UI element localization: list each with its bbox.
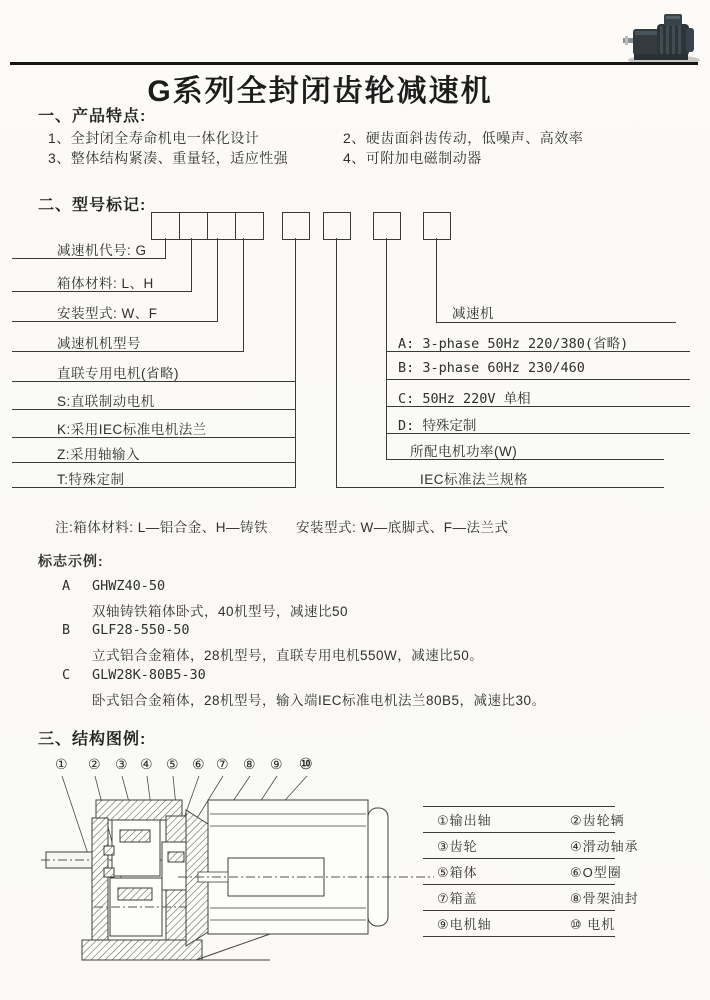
example-letter: A bbox=[62, 578, 71, 594]
model-field-label: 减速机 bbox=[452, 306, 494, 321]
part-label: ④滑动轴承 bbox=[570, 839, 639, 854]
model-box-8 bbox=[423, 212, 451, 240]
example-code: GLF28-550-50 bbox=[92, 622, 190, 638]
model-code-diagram bbox=[0, 205, 710, 515]
model-field-label: 箱体材料: L、H bbox=[57, 276, 154, 291]
callout-3: ③ bbox=[115, 756, 128, 772]
connector bbox=[12, 487, 296, 488]
connector bbox=[217, 238, 218, 321]
connector bbox=[12, 462, 296, 463]
model-field-label: S:直联制动电机 bbox=[57, 394, 155, 409]
part-label: ⑨电机轴 bbox=[437, 917, 492, 932]
table-row bbox=[423, 858, 622, 884]
callout-7: ⑦ bbox=[216, 756, 229, 772]
header-rule bbox=[10, 62, 698, 65]
page-title: G系列全封闭齿轮减速机 bbox=[147, 75, 493, 108]
model-option-label: D: 特殊定制 bbox=[398, 418, 477, 434]
callout-8: ⑧ bbox=[243, 756, 256, 772]
product-photo bbox=[620, 8, 704, 66]
model-box-3 bbox=[207, 212, 236, 240]
connector bbox=[436, 238, 437, 322]
callout-9: ⑨ bbox=[270, 756, 283, 772]
model-field-label: 减速机机型号 bbox=[57, 336, 141, 351]
part-label: ⑥O型圈 bbox=[570, 865, 622, 880]
example-letter: C bbox=[62, 667, 71, 683]
examples-heading: 标志示例: bbox=[38, 553, 104, 569]
example-letter: B bbox=[62, 622, 71, 638]
feature-item: 3、整体结构紧凑、重量轻，适应性强 bbox=[48, 150, 289, 166]
model-field-label: 所配电机功率(W) bbox=[410, 444, 518, 459]
model-box-1 bbox=[151, 212, 180, 240]
part-label: ③齿轮 bbox=[437, 839, 478, 854]
model-field-label: 安装型式: W、F bbox=[57, 306, 158, 321]
section-heading-features: 一、产品特点: bbox=[38, 108, 147, 125]
example-desc: 双轴铸铁箱体卧式，40机型号，减速比50 bbox=[92, 604, 349, 619]
model-field-label: K:采用IEC标准电机法兰 bbox=[57, 422, 207, 437]
feature-item: 1、全封闭全寿命机电一体化设计 bbox=[48, 130, 260, 146]
part-label: ⑦箱盖 bbox=[437, 891, 478, 906]
connector bbox=[436, 322, 676, 323]
feature-item: 2、硬齿面斜齿传动，低噪声、高效率 bbox=[343, 130, 584, 146]
section-heading-structure: 三、结构图例: bbox=[38, 731, 147, 748]
model-field-label: IEC标准法兰规格 bbox=[420, 472, 529, 487]
model-note-materials: 注:箱体材料: L—铝合金、H—铸铁 bbox=[55, 520, 269, 535]
table-row bbox=[423, 910, 615, 936]
section-heading-model: 二、型号标记: bbox=[38, 197, 147, 214]
feature-item: 4、可附加电磁制动器 bbox=[343, 150, 482, 166]
part-label: ⑤箱体 bbox=[437, 865, 478, 880]
model-field-label: T:特殊定制 bbox=[57, 472, 125, 487]
connector bbox=[386, 238, 387, 459]
table-row bbox=[423, 806, 625, 832]
part-label: ⑩ 电机 bbox=[570, 917, 616, 932]
callout-6: ⑥ bbox=[192, 756, 205, 772]
model-option-label: B: 3-phase 60Hz 230/460 bbox=[398, 360, 585, 376]
model-field-label: 减速机代号: G bbox=[57, 243, 147, 258]
model-box-group bbox=[152, 212, 264, 240]
model-field-label: 直联专用电机(省略) bbox=[57, 366, 179, 381]
example-code: GHWZ40-50 bbox=[92, 578, 166, 594]
model-box-4 bbox=[235, 212, 264, 240]
part-label: ②齿轮辆 bbox=[570, 813, 625, 828]
motor bbox=[198, 800, 388, 934]
callout-10: ⑩ bbox=[299, 756, 313, 773]
example-desc: 立式铝合金箱体，28机型号，直联专用电机550W，减速比50。 bbox=[92, 648, 484, 663]
callout-5: ⑤ bbox=[166, 756, 179, 772]
cross-section-drawing bbox=[38, 772, 438, 968]
model-box-6 bbox=[323, 212, 351, 240]
callout-4: ④ bbox=[140, 756, 153, 772]
model-note-mounting: 安装型式: W—底脚式、F—法兰式 bbox=[296, 520, 509, 535]
part-label: ⑧骨架油封 bbox=[570, 891, 639, 906]
model-box-7 bbox=[373, 212, 401, 240]
connector bbox=[243, 238, 244, 351]
connector bbox=[336, 238, 337, 487]
connector bbox=[386, 379, 690, 380]
example-desc: 卧式铝合金箱体，28机型号，输入端IEC标准电机法兰80B5，减速比30。 bbox=[92, 693, 546, 708]
model-option-label: A: 3-phase 50Hz 220/380(省略) bbox=[398, 336, 629, 352]
callout-1: ① bbox=[55, 756, 68, 772]
callout-2: ② bbox=[88, 756, 101, 772]
model-field-label: Z:采用轴输入 bbox=[57, 447, 140, 462]
parts-table bbox=[423, 806, 639, 937]
table-row bbox=[423, 884, 639, 910]
model-option-label: C: 50Hz 220V 单相 bbox=[398, 391, 531, 407]
gearmotor-cross-section bbox=[38, 772, 438, 968]
part-label: ①输出轴 bbox=[437, 813, 492, 828]
gear-motor-photo-graphic bbox=[620, 8, 704, 66]
connector bbox=[191, 238, 192, 291]
connector bbox=[165, 238, 166, 258]
table-row bbox=[423, 832, 639, 858]
model-box-5 bbox=[282, 212, 310, 240]
model-box-2 bbox=[179, 212, 208, 240]
connector bbox=[295, 238, 296, 487]
example-code: GLW28K-80B5-30 bbox=[92, 667, 206, 683]
